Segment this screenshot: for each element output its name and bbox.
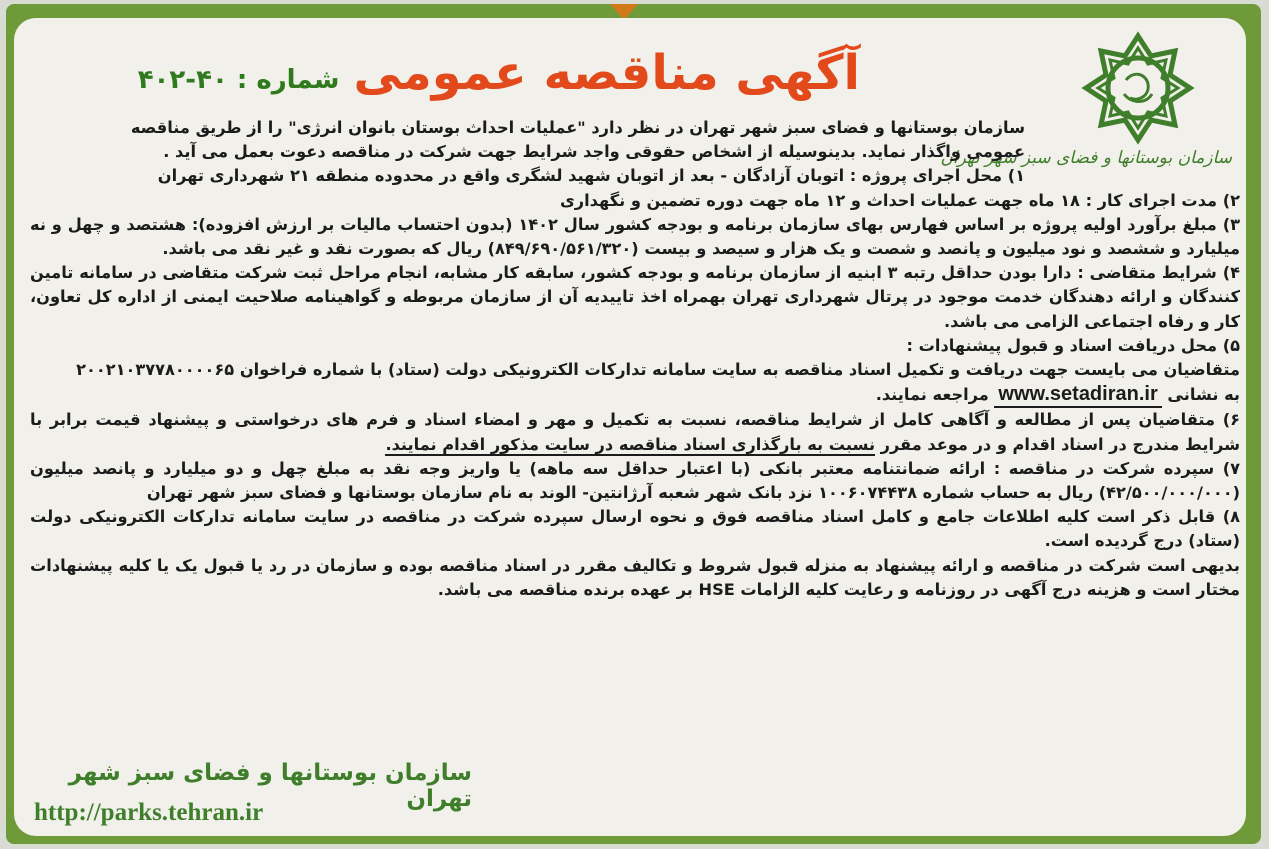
item-6-text-a: ۶) متقاضیان پس از مطالعه و آگاهی کامل از شرایط مناقصه، نسبت به تکمیل و مهر و امضاء اسناد و فرم های درخواستی و پیشنهاد قیمت برابر با شرایط مندرج در اسناد اقدام و در موعد مقرر [30,410,1240,454]
item-1: ۱) محل اجرای پروژه : اتوبان آزادگان - بعد از اتوبان شهید لشگری واقع در محدوده منطقه ۲۱ شهرداری تهران [157,166,1025,186]
item-5-address-suffix: مراجعه نمایند. [875,385,989,405]
item-7: ۷) سپرده شرکت در مناقصه : ارائه ضمانتنامه معتبر بانکی (با اعتبار حداقل سه ماهه) یا واریز وجه نقد به مبلغ چهل و دو میلیارد و پانصد میلیون (۴۲/۵۰۰/۰۰۰/۰۰۰) ریال به حساب شماره ۱۰۰۶۰۷۴۴۳۸ نزد بانک شهر شعبه آرژانتین- الوند به نام سازمان بوستانها و فضای سبز شهر تهران [30,458,1240,503]
logo-caption: سازمان بوستانها و فضای سبز شهر تهران [940,148,1232,168]
footer-website-link[interactable]: http://parks.tehran.ir [34,799,264,826]
intro-1-text: سازمان بوستانها و فضای سبز شهر تهران در نظر دارد "عملیات احداث بوستان بانوان انرژی" را از طریق مناقصه [130,118,1025,137]
ad-title: آگهی مناقصه عمومی [353,45,860,101]
intro-line-1 [30,116,1025,140]
ad-header [137,40,860,101]
closing-paragraph: بدیهی است شرکت در مناقصه و ارائه پیشنهاد به منزله قبول شروط و تکالیف مقرر در اسناد مناقصه بوده و سازمان در رد یا قبول یک یا کلیه پیشنهادات مختار است و هزینه درج آگهی در روزنامه و رعایت کلیه الزامات HSE بر عهده برنده مناقصه می باشد. [30,555,1240,599]
intro-line-2 [30,140,1025,164]
item-6-text-b: نسبت به بارگذاری اسناد مناقصه در سایت مذکور اقدام نمایند. [385,434,876,454]
item-6 [30,408,1240,456]
footer-org-name: سازمان بوستانها و فضای سبز شهر تهران [68,760,472,812]
setadiran-link[interactable]: www.setadiran.ir [994,382,1161,408]
item-8: ۸) قابل ذکر است کلیه اطلاعات جامع و کامل اسناد مناقصه فوق و نحوه ارسال سپرده شرکت در مناقصه در سایت سامانه تدارکات الکترونیکی دولت (ستاد) درج گردیده است. [30,507,1240,551]
item-5-text: متقاضیان می بایست جهت دریافت و تکمیل اسناد مناقصه به سایت سامانه تدارکات الکترونیکی دولت (ستاد) با شماره فراخوان ۲۰۰۲۱۰۳۷۷۸۰۰۰۰۶۵ [76,360,1240,380]
item-5-heading: ۵) محل دریافت اسناد و قبول پیشنهادات : [906,335,1240,355]
intro-2-text: عمومی واگذار نماید. بدینوسیله از اشخاص حقوقی واجد شرایط جهت شرکت در مناقصه دعوت بعمل می آید . [163,142,1025,162]
item-2: ۲) مدت اجرای کار : ۱۸ ماه جهت عملیات احداث و ۱۲ ماه جهت دوره تضمین و نگهداری [559,190,1240,210]
item-5-address [30,382,1240,408]
ad-body [30,116,1240,602]
item-5-address-prefix: به نشانی [1167,385,1240,405]
item-4: ۴) شرایط متقاضی : دارا بودن حداقل رتبه ۳ ابنیه از سازمان برنامه و بودجه کشور، سابقه کار مشابه، انجام مراحل ثبت شرکت متقاضی در سامانه تامین کنندگان و ارائه دهندگان خدمت موجود در پرتال شهرداری تهران بهمراه اخذ تاییدیه آن از سازمان مربوطه و گواهینامه صلاحیت ایمنی از اداره کل تعاون، کار و رفاه اجتماعی الزامی می باشد. [30,263,1240,331]
item-3: ۳) مبلغ برآورد اولیه پروژه بر اساس فهارس بهای سازمان برنامه و بودجه کشور سال ۱۴۰۲ (بدون احتساب مالیات بر ارزش افزوده): هشتصد و چهل و نه میلیارد و ششصد و نود میلیون و پانصد و شصت و یک هزار و سیصد و بیست (۸۴۹/۶۹۰/۵۶۱/۳۲۰) ریال که بصورت نقد و غیر نقد می باشد. [30,214,1241,259]
tender-number: شماره : ۴۰-۴۰۲ [137,65,340,95]
